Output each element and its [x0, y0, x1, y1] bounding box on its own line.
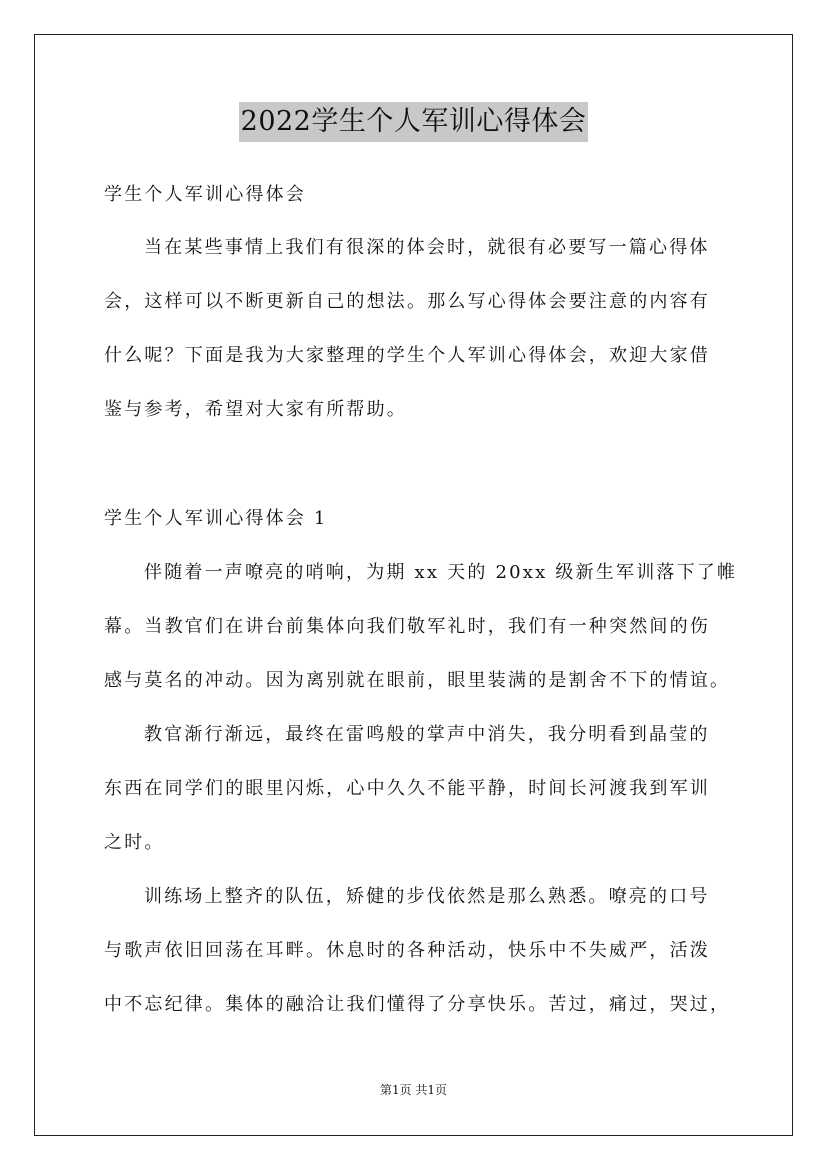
paragraph-line: 鉴与参考，希望对大家有所帮助。	[104, 399, 407, 420]
section-heading: 学生个人军训心得体会 1	[104, 508, 328, 529]
paragraph-line: 东西在同学们的眼里闪烁，心中久久不能平静，时间长河渡我到军训	[104, 778, 710, 799]
paragraph-line: 训练场上整齐的队伍，矫健的步伐依然是那么熟悉。嘹亮的口号	[144, 886, 710, 907]
paragraph-line: 幕。当教官们在讲台前集体向我们敬军礼时，我们有一种突然间的伤	[104, 616, 710, 637]
document-title: 2022学生个人军训心得体会	[239, 102, 589, 142]
paragraph-line: 之时。	[104, 832, 165, 853]
paragraph-line: 感与莫名的冲动。因为离别就在眼前，眼里装满的是割舍不下的情谊。	[104, 670, 731, 691]
page-footer: 第1页 共1页	[379, 1083, 448, 1097]
paragraph-line: 伴随着一声嘹亮的哨响，为期 xx 天的 20xx 级新生军训落下了帷	[144, 562, 738, 583]
paragraph-line: 与歌声依旧回荡在耳畔。休息时的各种活动，快乐中不失威严，活泼	[104, 940, 710, 961]
paragraph-line: 当在某些事情上我们有很深的体会时，就很有必要写一篇心得体	[144, 237, 710, 258]
paragraph-line: 什么呢？下面是我为大家整理的学生个人军训心得体会，欢迎大家借	[104, 345, 710, 366]
paragraph-line: 会，这样可以不断更新自己的想法。那么写心得体会要注意的内容有	[104, 291, 710, 312]
section-heading: 学生个人军训心得体会	[104, 184, 306, 205]
paragraph-line: 教官渐行渐远，最终在雷鸣般的掌声中消失，我分明看到晶莹的	[144, 724, 710, 745]
paragraph-line: 中不忘纪律。集体的融洽让我们懂得了分享快乐。苦过，痛过，哭过，	[104, 994, 731, 1015]
